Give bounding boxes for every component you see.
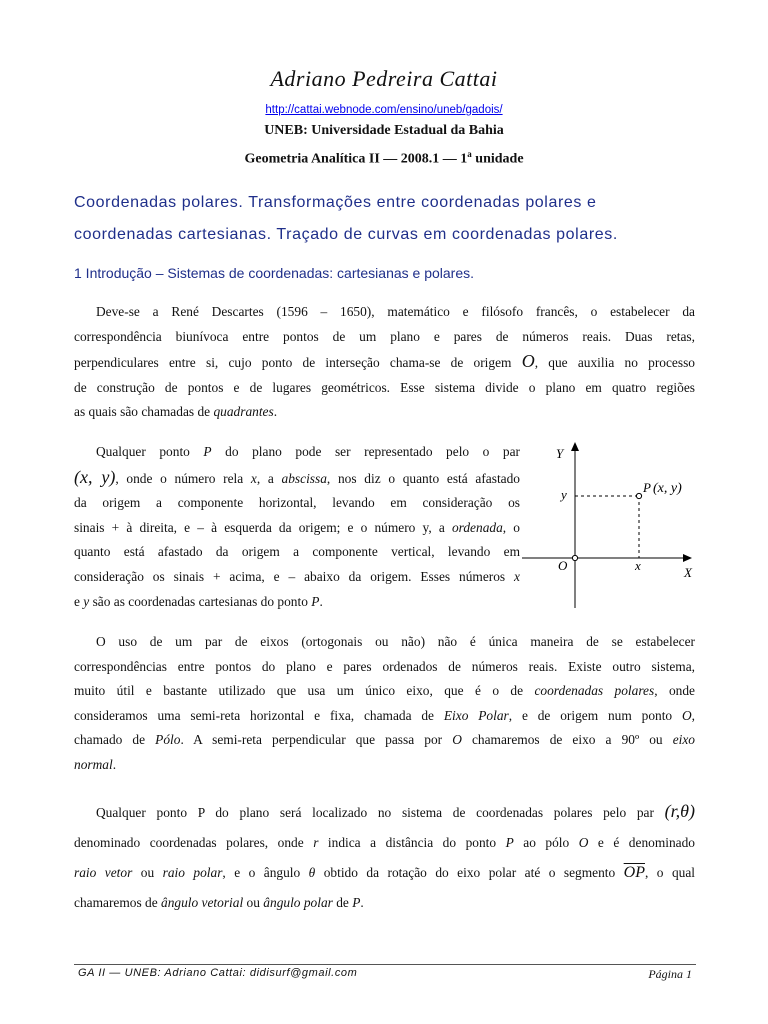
course-line xyxy=(0,149,768,168)
p3-text: . xyxy=(112,756,117,772)
p2-text: consideração os sinais + acima, e – abaixo da origem. Esses números xyxy=(74,568,515,584)
x-axis-label: X xyxy=(684,565,692,580)
p2-line-7 xyxy=(74,590,520,615)
footer-divider xyxy=(74,964,696,965)
institution: UNEB: Universidade Estadual da Bahia xyxy=(264,123,504,138)
p2-line-2 xyxy=(74,465,520,492)
p4-text: ou xyxy=(132,865,163,880)
origin-symbol: O xyxy=(521,351,535,372)
p4-text: , e o ângulo xyxy=(222,865,309,880)
author-name: Adriano Pedreira Cattai xyxy=(270,66,498,91)
p2-text: e xyxy=(74,593,84,609)
p4-text: . xyxy=(360,895,364,910)
p2-line-3: da origem a componente horizontal, levando em consideração os xyxy=(74,495,520,511)
quadrantes-term: quadrantes xyxy=(213,404,274,420)
p2-line-1 xyxy=(74,440,520,465)
p4-text: de xyxy=(332,895,353,910)
p4-line-4 xyxy=(74,888,695,918)
p4-text: ou xyxy=(243,895,264,910)
p2-math: y xyxy=(83,593,90,609)
p3-line-4 xyxy=(74,704,695,729)
section-heading: 1 Introdução – Sistemas de coordenadas: cartesianas e polares. xyxy=(74,265,475,281)
p3-line-5 xyxy=(74,728,695,753)
p2-line-5: quanto está afastado da origem a componente vertical, levando em xyxy=(74,544,520,560)
p1-line-2: correspondência biunívoca entre pontos de um plano e pares de números reais. Duas retas, xyxy=(74,328,695,344)
point-p-coords: (x, y) xyxy=(653,481,682,496)
p4-text: Qualquer ponto P do plano será localizado no sistema de coordenadas polares pelo par xyxy=(96,805,665,820)
point-p-label: P xyxy=(643,480,651,495)
raio-vetor-term: raio vetor xyxy=(74,865,133,880)
p2-text: são as coordenadas cartesianas do ponto xyxy=(89,593,312,609)
p3-line-6 xyxy=(74,753,695,778)
p4-text: e é denominado xyxy=(588,835,695,850)
p4-math: P xyxy=(352,895,361,910)
cartesian-plane-figure xyxy=(518,440,698,612)
course-name: Geometria Analítica II — 2008.1 — 1 xyxy=(244,151,468,167)
p3-text: consideramos uma semi-reta horizontal e fixa, chamada de xyxy=(74,707,444,723)
p3-line-2: correspondências entre pontos do plano e pares ordenados de números reais. Existe outro sistema, xyxy=(74,658,695,674)
p3-text: , e de origem num ponto xyxy=(508,707,682,723)
coordenadas-polares-term: coordenadas polares xyxy=(534,683,655,699)
p1-line-5 xyxy=(74,400,695,425)
paragraph-3 xyxy=(74,630,695,778)
p4-line-1 xyxy=(74,796,695,828)
p2-text: sinais + à direita, e – à esquerda da origem; e o número y, a xyxy=(74,519,452,535)
r-theta-pair: (r,θ) xyxy=(664,801,695,821)
p3-text: , xyxy=(691,707,695,723)
p2-math: x xyxy=(250,470,257,486)
p4-line-3 xyxy=(74,858,695,888)
p2-text: , a xyxy=(256,470,282,486)
p1-line-1: Deve-se a René Descartes (1596 – 1650), matemático e filósofo francês, o estabelecer da xyxy=(96,304,695,319)
normal-term: normal xyxy=(74,756,113,772)
p2-line-4 xyxy=(74,516,520,541)
p2-text: Qualquer ponto xyxy=(96,444,204,459)
page-number: Página 1 xyxy=(648,967,692,981)
segment-op: $\overline{OP}$ xyxy=(623,864,645,881)
p4-line-2 xyxy=(74,828,695,858)
p4-text: obtido da rotação do eixo polar até o segmento xyxy=(315,865,624,880)
p2-text: , o xyxy=(502,519,520,535)
p4-math: P xyxy=(505,835,514,850)
p1-line-3-text: perpendiculares entre si, cujo ponto de interseção chama-se de origem xyxy=(74,355,512,371)
author-url-link[interactable]: http://cattai.webnode.com/ensino/uneb/gadois/ xyxy=(265,104,503,116)
eixo-term: eixo xyxy=(672,732,695,748)
eixo-polar-term: Eixo Polar xyxy=(443,707,509,723)
x-axis-arrow-icon xyxy=(683,554,692,562)
p1-line-4: de construção de pontos e de lugares geométricos. Esse sistema divide o plano em quatro regiões xyxy=(74,379,695,395)
p3-text: muito útil e bastante utilizado que usa um único eixo, que é o de xyxy=(74,683,535,699)
footer-author-email: GA II — UNEB: Adriano Cattai: didisurf@gmail.com xyxy=(78,967,358,979)
p2-text: . xyxy=(319,593,323,609)
p2-text: , nos diz o quanto está afastado xyxy=(326,470,521,486)
course-sup: a xyxy=(467,149,472,159)
p1-line-3-tail: , que auxilia no processo xyxy=(534,355,695,371)
raio-polar-term: raio polar xyxy=(162,865,223,880)
polo-term: Pólo xyxy=(155,732,181,748)
p3-text: . A semi-reta perpendicular que passa por xyxy=(180,732,453,748)
p2-math: x xyxy=(514,568,520,584)
p4-text: indica a distância do ponto xyxy=(318,835,506,850)
origin-label: O xyxy=(558,558,568,573)
p3-math: O xyxy=(681,707,692,723)
origin-point xyxy=(572,555,577,560)
course-tail: unidade xyxy=(471,151,524,167)
p3-line-3 xyxy=(74,679,695,704)
paragraph-4 xyxy=(74,796,695,918)
p3-line-1: O uso de um par de eixos (ortogonais ou não) não é única maneira de se estabelecer xyxy=(96,634,695,649)
ordenada-term: ordenada xyxy=(451,519,503,535)
point-p xyxy=(636,493,641,498)
y-axis-label: Y xyxy=(556,446,564,461)
p2-math: P xyxy=(311,593,320,609)
p1-line-3 xyxy=(74,349,695,376)
y-tick-label: y xyxy=(561,487,567,502)
p4-text: denominado coordenadas polares, onde xyxy=(74,835,314,850)
abscissa-term: abscissa xyxy=(281,470,327,486)
p3-text: chamado de xyxy=(74,732,156,748)
theta-symbol: θ xyxy=(308,865,316,880)
p4-math: O xyxy=(578,835,589,850)
paragraph-1 xyxy=(74,300,695,425)
xy-pair: (x, y) xyxy=(74,466,116,487)
paragraph-2 xyxy=(74,440,520,614)
p4-text: ao pólo xyxy=(513,835,579,850)
p3-math: O xyxy=(452,732,462,748)
angulo-vetorial-term: ângulo vetorial xyxy=(161,895,244,910)
p4-text: , o qual xyxy=(644,865,695,880)
p2-math: P xyxy=(203,444,212,459)
p3-text: chamaremos de eixo a 90º ou xyxy=(461,732,673,748)
p4-math: r xyxy=(313,835,319,850)
p2-text: , onde o número rela xyxy=(115,470,251,486)
title-line-2: coordenadas cartesianas. Traçado de curvas em coordenadas polares. xyxy=(74,226,618,243)
y-axis-arrow-icon xyxy=(571,442,579,451)
p3-text: , onde xyxy=(654,683,695,699)
angulo-polar-term: ângulo polar xyxy=(263,895,333,910)
p1-line-5-text: as quais são chamadas de xyxy=(74,404,211,420)
x-tick-label: x xyxy=(635,558,641,573)
p2-line-6 xyxy=(74,565,520,590)
p2-text: do plano pode ser representado pelo o par xyxy=(211,444,520,459)
title-line-1: Coordenadas polares. Transformações entre coordenadas polares e xyxy=(74,194,597,211)
p4-text: chamaremos de xyxy=(74,895,161,910)
p1-line-5-end: . xyxy=(273,404,278,420)
